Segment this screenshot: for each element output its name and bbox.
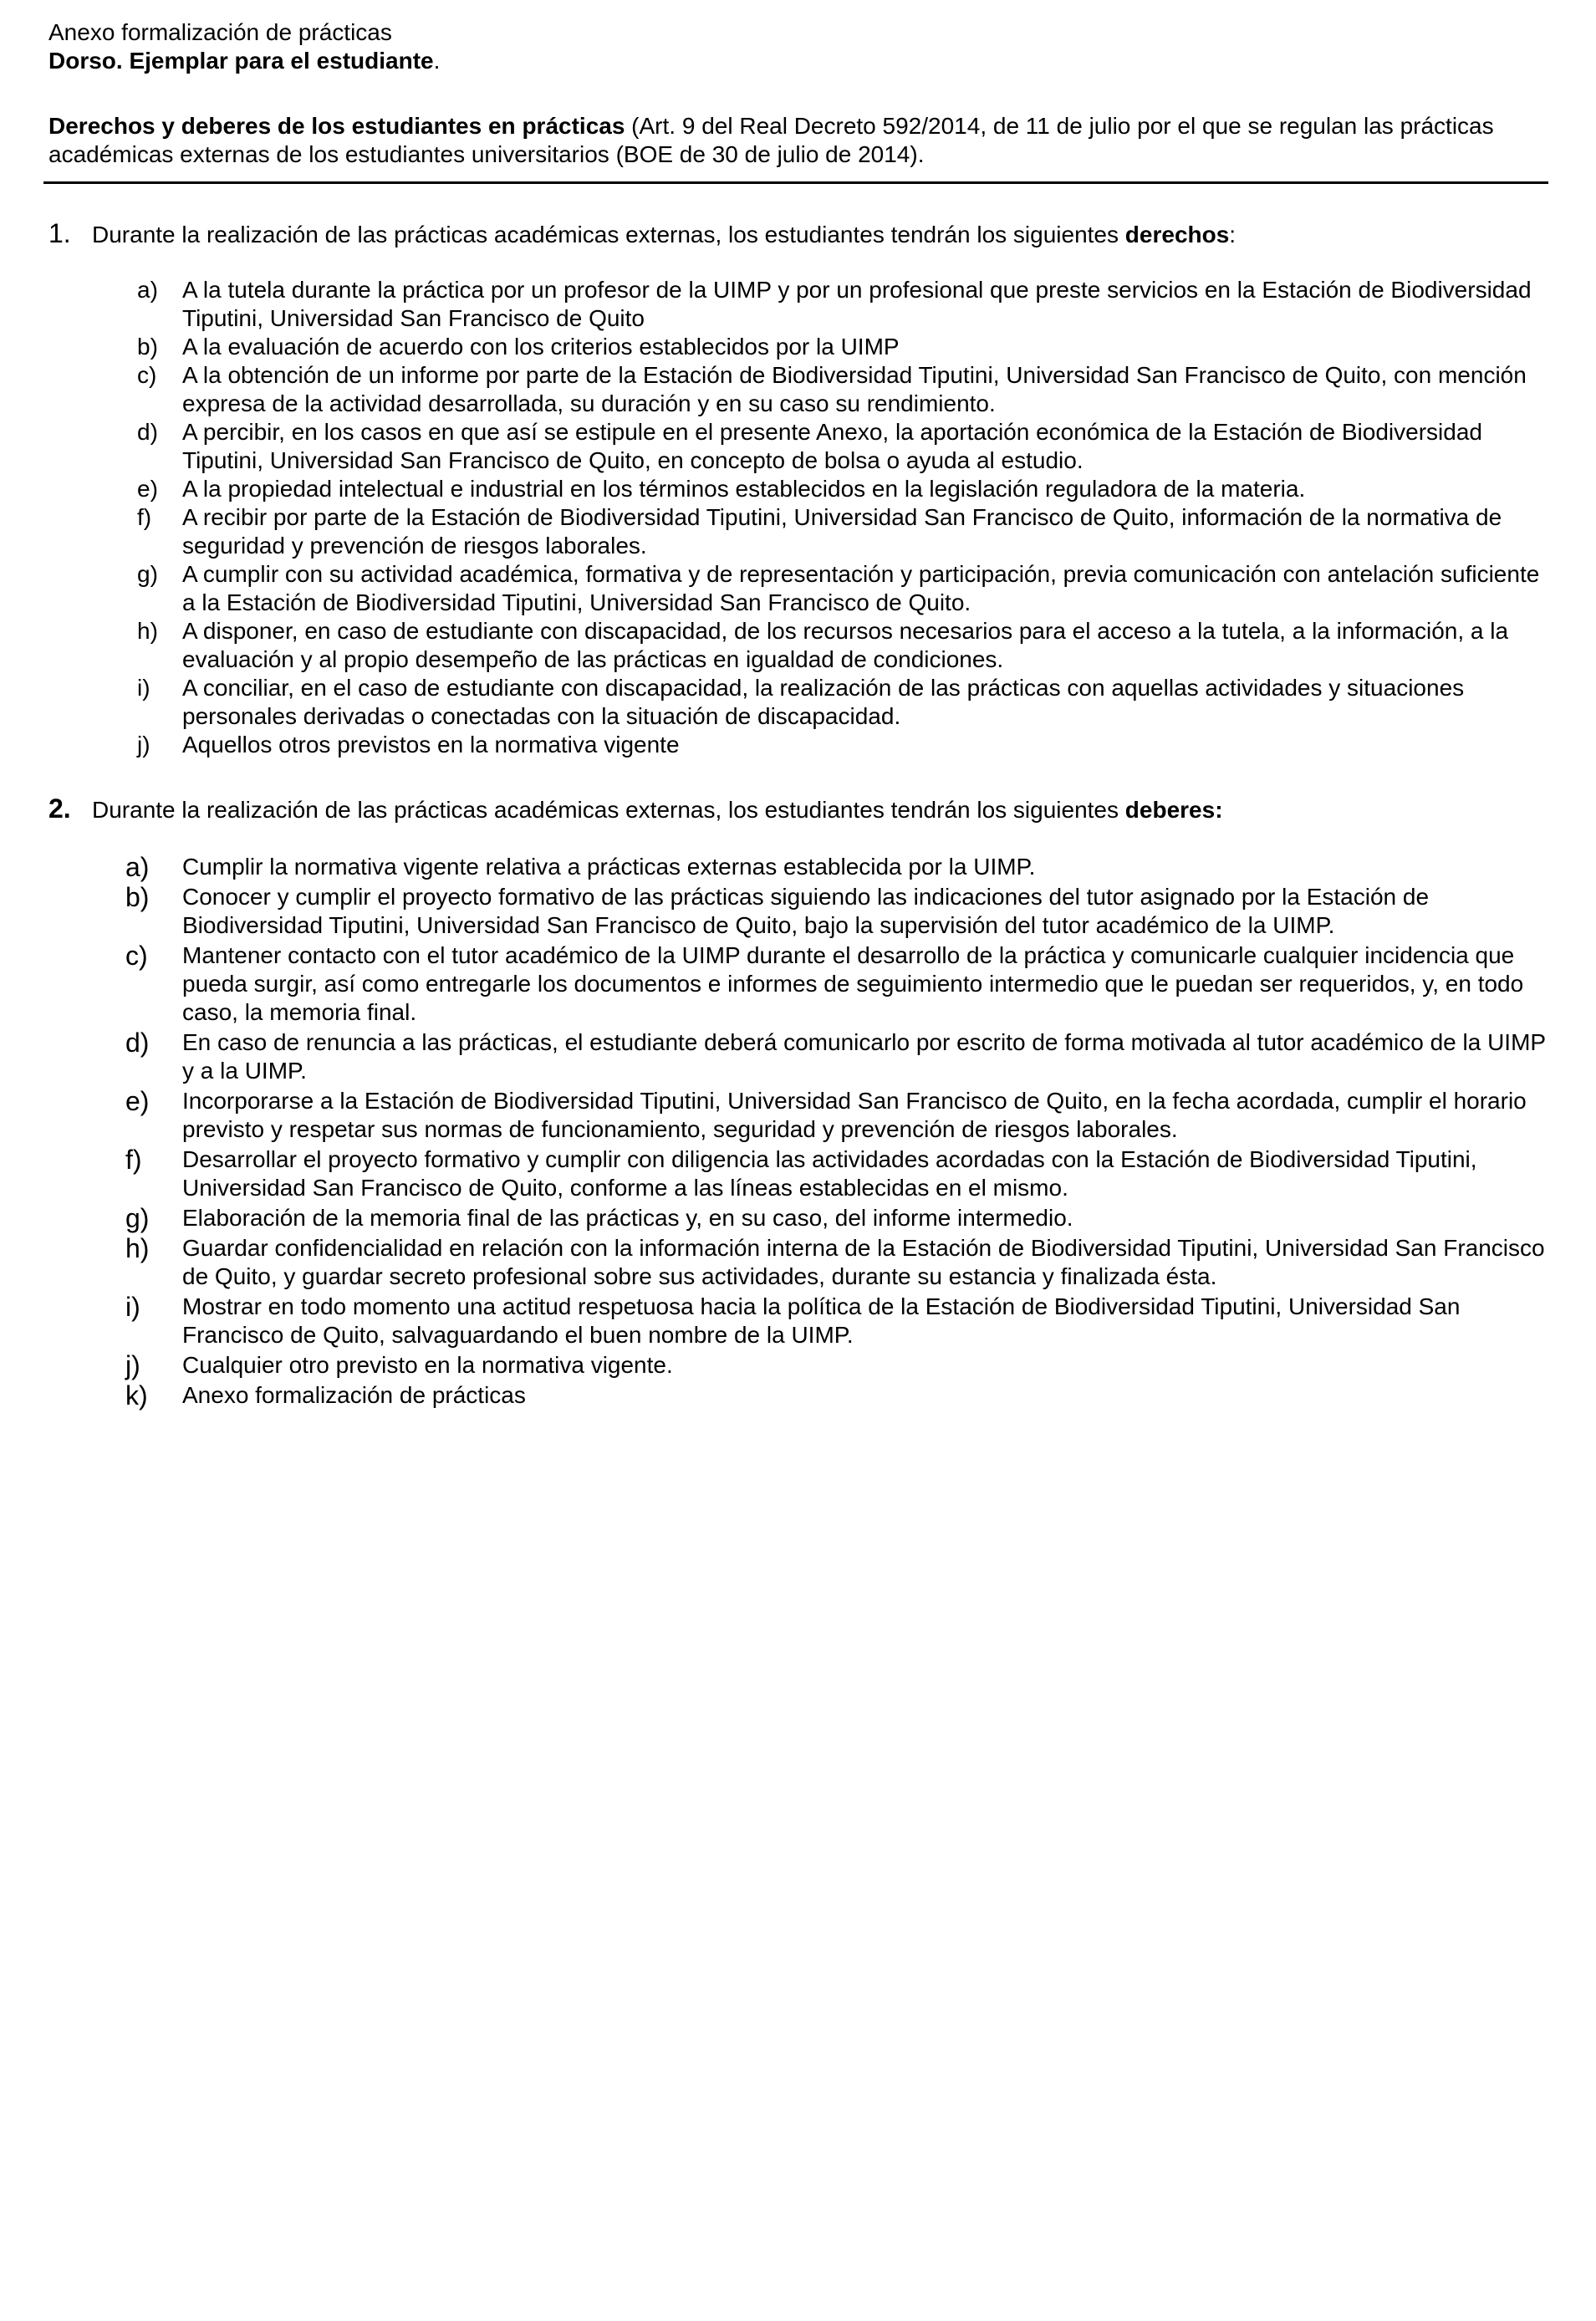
- item-letter: j): [125, 1350, 140, 1380]
- list-item: [125, 361, 1555, 418]
- item-letter: h): [125, 1233, 150, 1263]
- item-text: A conciliar, en el caso de estudiante con discapacidad, la realización de las prácticas con aquellas actividades y situaciones personales derivadas o conectadas con la situación de discapacidad.: [182, 675, 1465, 729]
- list-item: [125, 853, 1555, 881]
- section-2-heading: [48, 794, 1545, 824]
- item-letter: d): [137, 419, 158, 445]
- section-1-text: Durante la realización de las prácticas académicas externas, los estudiantes tendrán los siguientes: [92, 222, 1125, 247]
- section-1-heading: [48, 219, 1545, 249]
- item-letter: b): [137, 334, 158, 360]
- item-text: Incorporarse a la Estación de Biodiversidad Tiputini, Universidad San Francisco de Quito, en la fecha acordada, cumplir el horario previsto y respetar sus normas de funcionamiento, seguridad y prevención de riesgos laborales.: [182, 1088, 1527, 1142]
- copy-label: [48, 47, 1545, 75]
- list-item: [125, 276, 1555, 333]
- item-letter: c): [137, 362, 157, 388]
- item-letter: a): [137, 277, 158, 303]
- item-letter: b): [125, 882, 150, 912]
- rights-list: [125, 276, 1555, 759]
- item-text: Mostrar en todo momento una actitud respetuosa hacia la política de la Estación de Biodiversidad Tiputini, Universidad San Francisco de Quito, salvaguardando el buen nombre de la UIMP.: [182, 1293, 1461, 1348]
- section-1-end: :: [1229, 222, 1237, 247]
- item-text: A la evaluación de acuerdo con los criterios establecidos por la UIMP: [182, 334, 900, 360]
- list-item: [125, 560, 1555, 617]
- item-text: Conocer y cumplir el proyecto formativo de las prácticas siguiendo las indicaciones del tutor asignado por la Estación de Biodiversidad Tiputini, Universidad San Francisco de Quito, bajo la supervisión del tutor académico de la UIMP.: [182, 884, 1430, 938]
- section-2-number: 2.: [48, 793, 71, 824]
- section-1-keyword: derechos: [1124, 222, 1230, 247]
- list-item: [125, 1351, 1555, 1380]
- item-text: A la propiedad intelectual e industrial en los términos establecidos en la legislación reguladora de la materia.: [182, 476, 1306, 502]
- divider: [43, 181, 1548, 184]
- item-letter: j): [137, 732, 150, 758]
- intro-title: Derechos y deberes de los estudiantes en prácticas: [48, 113, 625, 139]
- list-item: [125, 1087, 1555, 1144]
- list-item: [125, 941, 1555, 1027]
- list-item: [125, 617, 1555, 674]
- section-2-text: Durante la realización de las prácticas académicas externas, los estudiantes tendrán los siguientes: [92, 797, 1125, 823]
- item-letter: e): [125, 1086, 150, 1116]
- item-letter: i): [137, 675, 150, 701]
- item-letter: f): [137, 504, 152, 530]
- item-text: A la tutela durante la práctica por un profesor de la UIMP y por un profesional que preste servicios en la Estación de Biodiversidad Tiputini, Universidad San Francisco de Quito: [182, 277, 1532, 331]
- item-text: Guardar confidencialidad en relación con la información interna de la Estación de Biodiversidad Tiputini, Universidad San Francisco de Quito, y guardar secreto profesional sobre sus actividades, durante su estancia y finalizada ésta.: [182, 1235, 1545, 1289]
- item-letter: e): [137, 476, 158, 502]
- intro-paragraph: [48, 112, 1545, 169]
- list-item: [125, 731, 1555, 759]
- copy-label-bold: Dorso. Ejemplar para el estudiante: [48, 48, 434, 74]
- item-letter: c): [125, 941, 148, 971]
- list-item: [125, 475, 1555, 503]
- item-text: Cumplir la normativa vigente relativa a prácticas externas establecida por la UIMP.: [182, 854, 1036, 880]
- intro-reference: (Art. 9 del Real Decreto 592/2014, de 11 de julio por el que se regulan las prácticas académicas externas de los estudiantes universitarios (BOE de 30 de julio de 2014).: [48, 113, 1494, 167]
- item-letter: f): [125, 1145, 142, 1175]
- item-text: A recibir por parte de la Estación de Biodiversidad Tiputini, Universidad San Francisco de Quito, información de la normativa de seguridad y prevención de riesgos laborales.: [182, 504, 1502, 559]
- item-text: A disponer, en caso de estudiante con discapacidad, de los recursos necesarios para el acceso a la tutela, a la información, a la evaluación y al propio desempeño de las prácticas en igualdad de condiciones.: [182, 618, 1509, 672]
- list-item: [125, 1028, 1555, 1085]
- item-text: A cumplir con su actividad académica, formativa y de representación y participación, previa comunicación con antelación suficiente a la Estación de Biodiversidad Tiputini, Universidad San Francisco de Quito.: [182, 561, 1540, 615]
- item-text: Cualquier otro previsto en la normativa vigente.: [182, 1352, 673, 1378]
- item-text: A la obtención de un informe por parte de la Estación de Biodiversidad Tiputini, Universidad San Francisco de Quito, con mención expresa de la actividad desarrollada, su duración y en su caso su rendimiento.: [182, 362, 1527, 416]
- list-item: [125, 883, 1555, 940]
- item-text: Mantener contacto con el tutor académico de la UIMP durante el desarrollo de la práctica y comunicarle cualquier incidencia que pueda surgir, así como entregarle los documentos e informes de seguimiento intermedio que le puedan ser requeridos, y, en todo caso, la memoria final.: [182, 942, 1524, 1025]
- item-letter: g): [125, 1203, 150, 1233]
- copy-label-end: .: [433, 48, 441, 74]
- list-item: [125, 1145, 1555, 1202]
- item-text: Anexo formalización de prácticas: [182, 1382, 526, 1408]
- item-text: A percibir, en los casos en que así se estipule en el presente Anexo, la aportación económica de la Estación de Biodiversidad Tiputini, Universidad San Francisco de Quito, en concepto de bolsa o ayuda al estudio.: [182, 419, 1482, 473]
- section-2-keyword: deberes:: [1124, 797, 1223, 823]
- item-letter: g): [137, 561, 158, 587]
- list-item: [125, 1234, 1555, 1291]
- item-letter: h): [137, 618, 158, 644]
- list-item: [125, 503, 1555, 560]
- document-header: [48, 18, 1545, 75]
- list-item: [125, 418, 1555, 475]
- list-item: [125, 1381, 1555, 1410]
- item-letter: a): [125, 852, 150, 882]
- annex-title: Anexo formalización de prácticas: [48, 19, 392, 45]
- item-text: Elaboración de la memoria final de las prácticas y, en su caso, del informe intermedio.: [182, 1205, 1073, 1231]
- item-letter: d): [125, 1028, 150, 1058]
- list-item: [125, 674, 1555, 731]
- list-item: [125, 1293, 1555, 1349]
- item-text: Aquellos otros previstos en la normativa vigente: [182, 732, 680, 758]
- duties-list: [125, 853, 1555, 1411]
- item-text: Desarrollar el proyecto formativo y cumplir con diligencia las actividades acordadas con la Estación de Biodiversidad Tiputini, Universidad San Francisco de Quito, conforme a las líneas establecidas en el mismo.: [182, 1146, 1477, 1201]
- item-letter: k): [125, 1380, 148, 1410]
- item-letter: i): [125, 1292, 140, 1322]
- list-item: [125, 1204, 1555, 1232]
- list-item: [125, 333, 1555, 361]
- item-text: En caso de renuncia a las prácticas, el estudiante deberá comunicarlo por escrito de forma motivada al tutor académico de la UIMP y a la UIMP.: [182, 1029, 1546, 1084]
- section-1-number: 1.: [48, 218, 71, 248]
